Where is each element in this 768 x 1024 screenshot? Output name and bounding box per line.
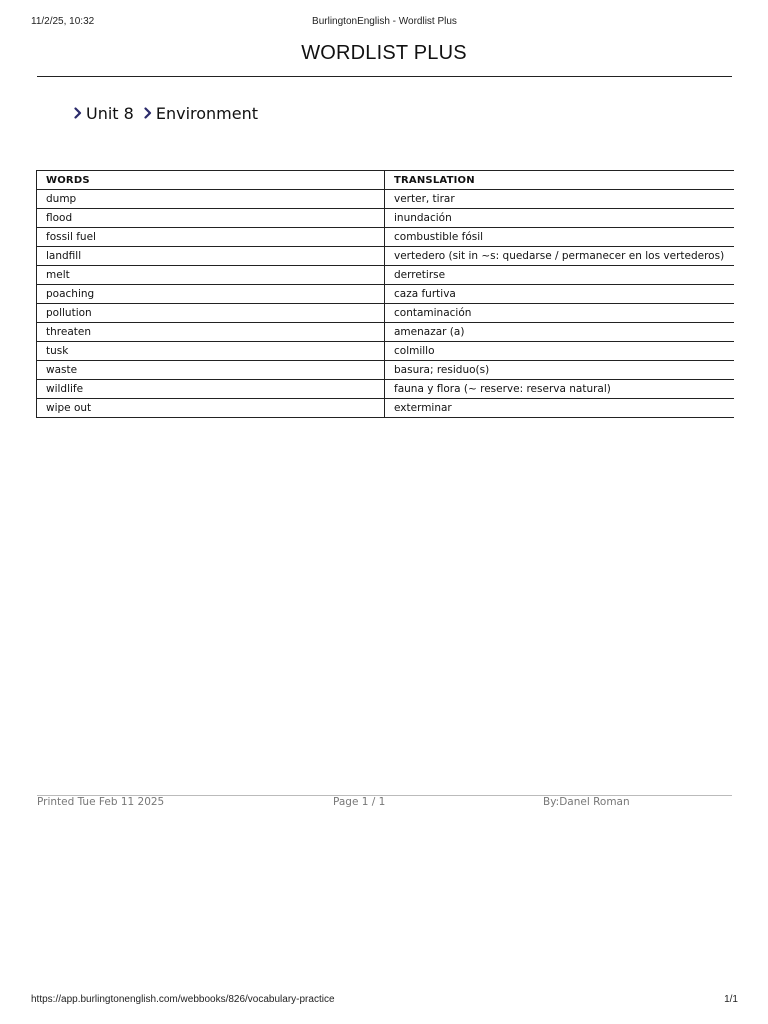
column-header-translation: TRANSLATION <box>385 171 734 190</box>
word-cell: fossil fuel <box>37 228 385 247</box>
print-page-count: 1/1 <box>724 994 738 1005</box>
translation-cell: combustible fósil <box>385 228 734 247</box>
word-cell: waste <box>37 361 385 380</box>
breadcrumb-label-topic: Environment <box>155 103 259 123</box>
table-row <box>37 342 734 361</box>
breadcrumb-label-unit: Unit 8 <box>86 103 134 123</box>
translation-cell: vertedero (sit in ~s: quedarse / permanecer en los vertederos) <box>385 247 734 266</box>
translation-cell: caza furtiva <box>385 285 734 304</box>
printed-date: Printed Tue Feb 11 2025 <box>37 796 165 808</box>
chevron-right-icon <box>74 107 82 119</box>
table-row <box>37 285 734 304</box>
word-cell: poaching <box>37 285 385 304</box>
page-footer <box>37 796 732 810</box>
table-row <box>37 399 734 418</box>
page-title: WORDLIST PLUS <box>301 42 467 64</box>
word-cell: melt <box>37 266 385 285</box>
breadcrumb <box>74 102 268 124</box>
translation-cell: verter, tirar <box>385 190 734 209</box>
word-cell: tusk <box>37 342 385 361</box>
word-cell: landfill <box>37 247 385 266</box>
breadcrumb-item-topic[interactable] <box>144 104 258 123</box>
translation-cell: amenazar (a) <box>385 323 734 342</box>
print-url: https://app.burlingtonenglish.com/webbooks/826/vocabulary-practice <box>31 994 335 1005</box>
translation-cell: fauna y flora (~ reserve: reserva natural) <box>385 380 734 399</box>
table-row <box>37 190 734 209</box>
word-cell: wildlife <box>37 380 385 399</box>
table-row <box>37 380 734 399</box>
table-row <box>37 266 734 285</box>
breadcrumb-item-unit[interactable] <box>74 104 134 123</box>
printed-by: By:Danel Roman <box>543 796 630 808</box>
word-cell: flood <box>37 209 385 228</box>
translation-cell: colmillo <box>385 342 734 361</box>
column-header-words: WORDS <box>37 171 385 190</box>
word-cell: wipe out <box>37 399 385 418</box>
table-row <box>37 209 734 228</box>
table-row <box>37 247 734 266</box>
print-header <box>31 16 738 30</box>
translation-cell: exterminar <box>385 399 734 418</box>
wordlist-table <box>36 170 734 418</box>
word-cell: dump <box>37 190 385 209</box>
table-header-row <box>37 171 734 190</box>
title-divider <box>37 76 732 77</box>
chevron-right-icon <box>144 107 152 119</box>
table-row <box>37 323 734 342</box>
print-footer <box>31 994 738 1008</box>
translation-cell: contaminación <box>385 304 734 323</box>
page-number: Page 1 / 1 <box>333 796 386 808</box>
word-cell: threaten <box>37 323 385 342</box>
translation-cell: derretirse <box>385 266 734 285</box>
table-row <box>37 228 734 247</box>
translation-cell: inundación <box>385 209 734 228</box>
table-row <box>37 361 734 380</box>
table-row <box>37 304 734 323</box>
translation-cell: basura; residuo(s) <box>385 361 734 380</box>
print-datetime: 11/2/25, 10:32 <box>31 16 95 27</box>
word-cell: pollution <box>37 304 385 323</box>
print-window-title: BurlingtonEnglish - Wordlist Plus <box>312 16 457 27</box>
